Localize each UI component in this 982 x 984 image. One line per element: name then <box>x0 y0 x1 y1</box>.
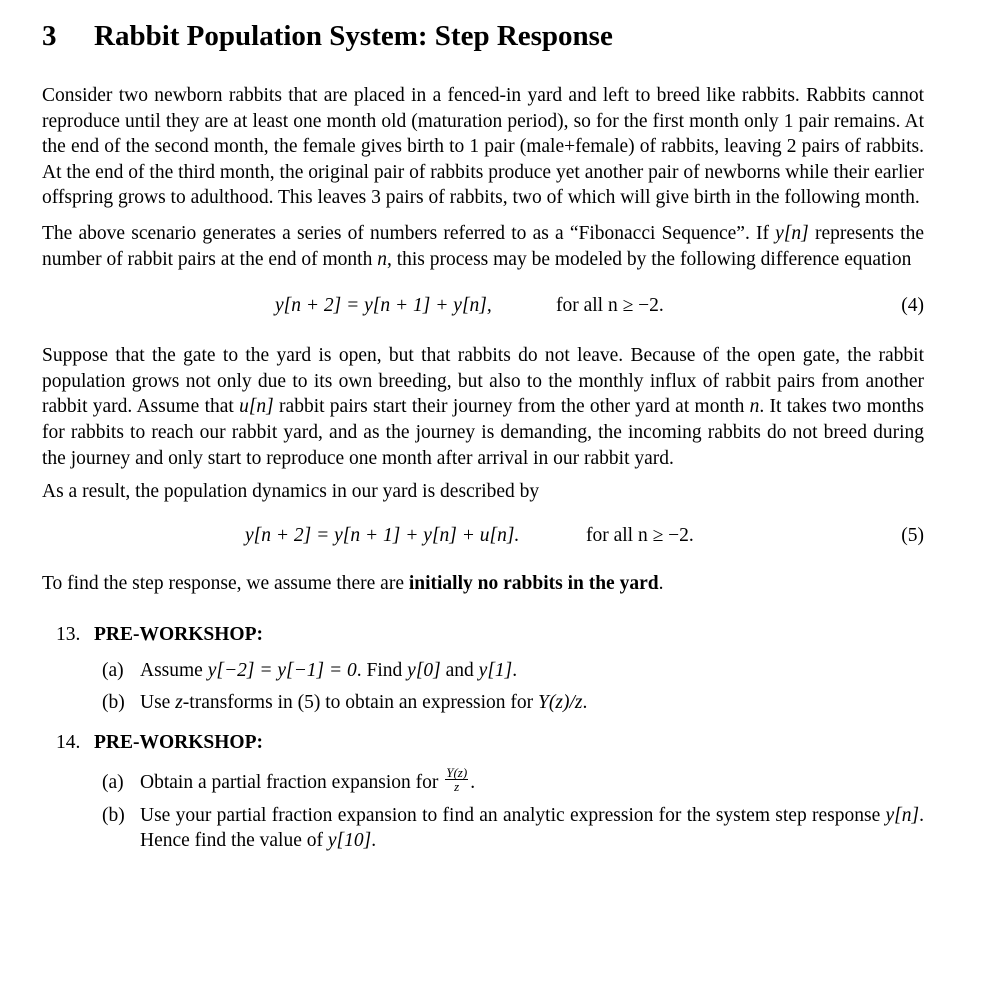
part-label: (b) <box>102 691 125 713</box>
part-text: Use <box>140 691 176 713</box>
section-number: 3 <box>42 20 57 52</box>
fraction-denominator: z <box>454 778 460 794</box>
math-inline: y[1] <box>478 660 513 682</box>
paragraph-open-gate <box>42 343 924 471</box>
paragraph-fibonacci <box>42 221 924 272</box>
equation-5 <box>42 521 924 551</box>
fraction-numerator: Y(z) <box>446 764 468 780</box>
paragraph-dynamics: As a result, the population dynamics in our yard is described by <box>42 481 540 503</box>
question-13a <box>102 658 924 684</box>
equation-number: (5) <box>901 524 924 546</box>
question-14 <box>56 730 924 756</box>
math-inline: y[n] <box>775 222 809 244</box>
part-text: . Hence find the value of <box>140 804 924 852</box>
math-inline: n <box>377 248 387 270</box>
math-inline: y[−2] = y[−1] = 0 <box>207 660 357 682</box>
paragraph-step-response <box>42 571 924 597</box>
math-inline: y[0] <box>407 660 441 682</box>
part-text: Assume <box>140 660 208 682</box>
paragraph-text: . It takes two months for rabbits to reach our rabbit yard, and as the journey is demanding, the incoming rabbits do not breed during the journey and only start to reproduce one month after arrival in our rabbit yard. <box>42 396 924 469</box>
question-14a <box>102 764 924 797</box>
equation-4 <box>42 291 924 321</box>
equation-condition: for all n ≥ −2. <box>586 524 694 546</box>
math-inline: Y(z)/z <box>538 691 583 713</box>
question-heading: PRE-WORKSHOP: <box>94 624 263 646</box>
document-page <box>42 14 924 854</box>
question-13 <box>56 622 924 648</box>
equation-number: (4) <box>901 295 924 317</box>
part-text: -transforms in (5) to obtain an expression for <box>182 691 539 713</box>
paragraph-text: represents the number of rabbit pairs at the end of month <box>42 222 924 270</box>
math-inline: y[n] <box>885 804 920 826</box>
part-label: (a) <box>102 660 124 682</box>
part-text: . <box>371 830 377 852</box>
paragraph-text: The above scenario generates a series of numbers referred to as a “Fibonacci Sequence”. If <box>42 222 776 244</box>
math-inline: u[n] <box>239 396 274 418</box>
part-text: Use your partial fraction expansion to find an analytic expression for the system step response <box>140 804 886 826</box>
paragraph-text: Suppose that the gate to the yard is open, but that rabbits do not leave. Because of the open gate, the rabbit population grows not only due to its own breeding, but also to the monthly influx of rabbit pairs from another rabbit yard. Assume that <box>42 345 924 418</box>
section-heading <box>42 14 924 58</box>
question-13b <box>102 690 924 716</box>
paragraph-text: . <box>658 572 664 594</box>
math-inline: n <box>749 396 760 418</box>
part-text: Obtain a partial fraction expansion for <box>140 771 444 793</box>
question-heading: PRE-WORKSHOP: <box>94 731 263 753</box>
paragraph-text: rabbit pairs start their journey from the other yard at month <box>273 396 750 418</box>
question-14b <box>102 803 924 854</box>
equation-expression: y[n + 2] = y[n + 1] + y[n] + u[n]. <box>245 524 520 546</box>
question-number: 13. <box>56 624 81 646</box>
math-inline: y[10] <box>327 830 372 852</box>
part-text: . <box>470 771 476 793</box>
paragraph-text: , this process may be modeled by the following difference equation <box>386 248 912 270</box>
bold-text: initially no rabbits in the yard <box>408 572 659 594</box>
part-text: . <box>582 691 588 713</box>
equation-condition: for all n ≥ −2. <box>556 295 664 317</box>
part-text: . Find <box>356 660 408 682</box>
math-inline: z <box>175 691 183 713</box>
paragraph-text: To find the step response, we assume there are <box>42 572 409 594</box>
section-title: Rabbit Population System: Step Response <box>94 20 613 52</box>
part-label: (b) <box>102 804 125 826</box>
part-text: and <box>440 660 479 682</box>
equation-expression: y[n + 2] = y[n + 1] + y[n], <box>275 295 492 317</box>
question-number: 14. <box>56 731 81 753</box>
paragraph-intro: Consider two newborn rabbits that are placed in a fenced-in yard and left to breed like rabbits. Rabbits cannot reproduce until they are at least one month old (maturation period), so for the first month only 1 pair remains. At the end of the second month, the female gives birth to 1 pair (male+female) of rabbits, leaving 2 pairs of rabbits. At the end of the third month, the original pair of rabbits produce yet another pair of newborns while their earlier offspring grows to adulthood. This leaves 3 pairs of rabbits, two of which will give birth in the following month. <box>42 85 924 209</box>
part-label: (a) <box>102 771 124 793</box>
fraction <box>445 766 468 793</box>
part-text: . <box>512 660 518 682</box>
